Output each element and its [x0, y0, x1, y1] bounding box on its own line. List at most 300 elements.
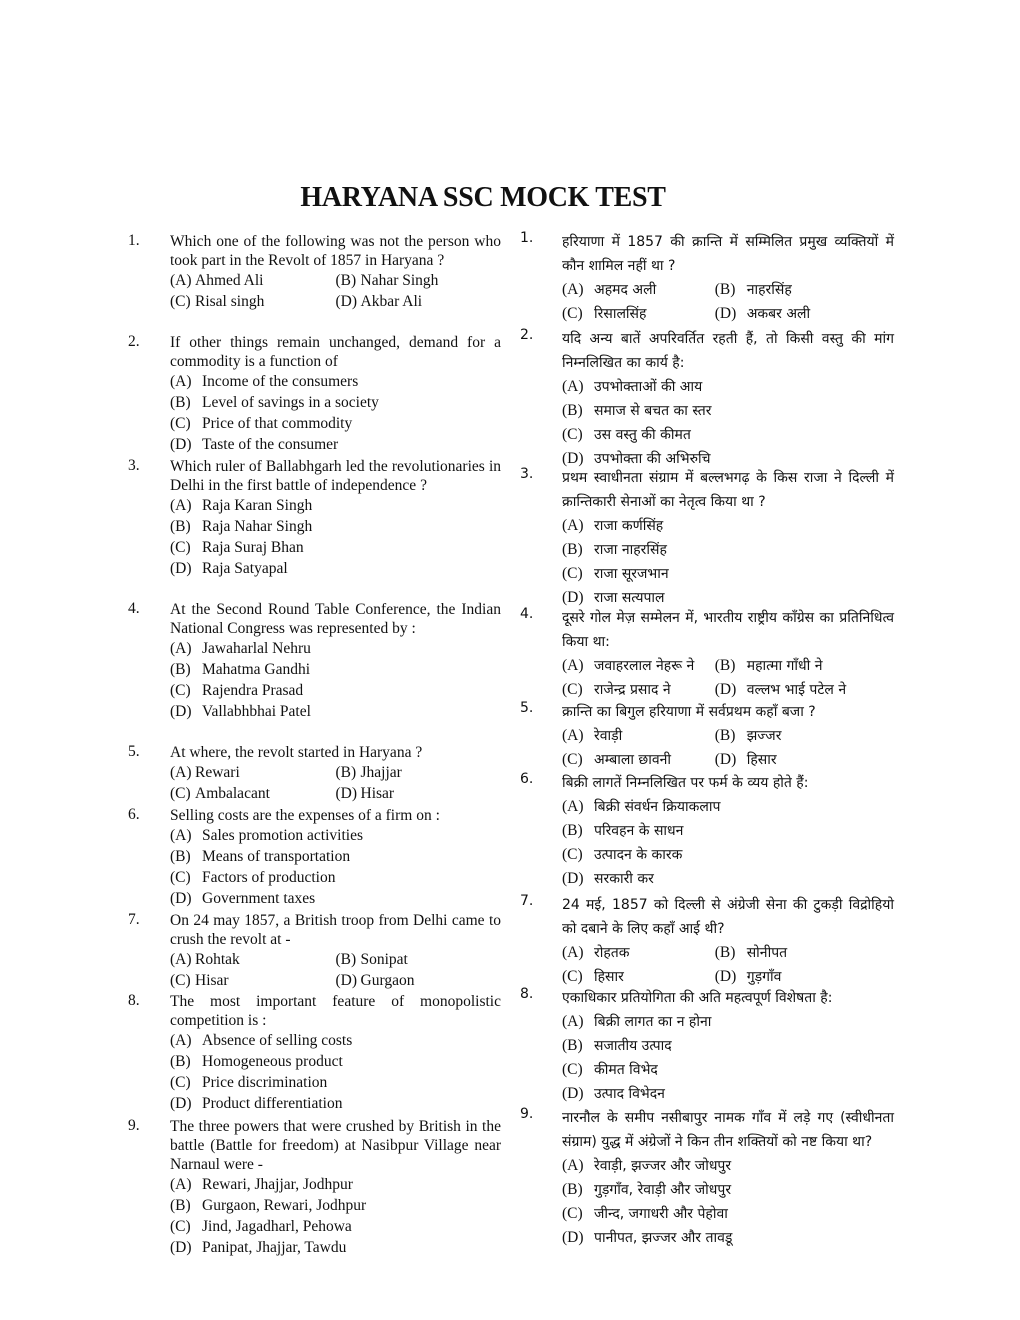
option-label: (B)	[170, 1197, 191, 1214]
question-body	[562, 893, 894, 989]
answer-option	[170, 970, 336, 991]
answer-option	[170, 1237, 501, 1258]
question-number: 1.	[128, 232, 140, 249]
option-label: (A)	[170, 497, 192, 514]
option-label: (C)	[562, 751, 583, 768]
question-body	[562, 1106, 894, 1250]
option-text: Risal singh	[195, 293, 265, 310]
answer-option	[562, 748, 715, 772]
question-item	[128, 457, 501, 579]
option-text: उस वस्तु की कीमत	[594, 427, 691, 443]
option-text: Level of savings in a society	[202, 394, 379, 411]
question-body	[170, 333, 501, 455]
option-label: (A)	[562, 727, 584, 744]
option-text: Jhajjar	[360, 764, 402, 781]
option-label: (C)	[170, 1074, 191, 1091]
question-text: At the Second Round Table Conference, the Indian National Congress was represented by :	[170, 601, 501, 637]
option-label: (C)	[170, 972, 191, 989]
answer-option	[170, 558, 501, 579]
option-text: गुड़गाँव, रेवाड़ी और जोधपुर	[594, 1182, 732, 1198]
question-text: नारनौल के समीप नसीबापुर नामक गाँव में लड़े गए (स्वीधीनता संग्राम) युद्ध में अंग्रेजों ने किन तीन शक्तियों को नष्ट किया था?	[562, 1110, 894, 1150]
option-text: झज्जर	[746, 728, 782, 744]
option-label: (D)	[562, 1085, 584, 1102]
option-label: (B)	[170, 1053, 191, 1070]
question-text: दूसरे गोल मेज़ सम्मेलन में, भारतीय राष्ट्रीय काँग्रेस का प्रतिनिधित्व किया था:	[562, 610, 894, 650]
question-number: 1.	[520, 230, 534, 246]
option-text: Gurgaon, Rewari, Jodhpur	[202, 1197, 367, 1214]
question-text: Selling costs are the expenses of a firm on :	[170, 807, 440, 824]
option-text: समाज से बचत का स्तर	[594, 403, 712, 419]
option-list	[562, 795, 894, 891]
question-number: 8.	[520, 986, 534, 1002]
question-item	[520, 893, 894, 989]
option-label: (D)	[714, 305, 737, 322]
option-text: Sales promotion activities	[202, 827, 364, 844]
option-label: (D)	[335, 972, 358, 989]
answer-option	[562, 843, 894, 867]
option-text: सोनीपत	[746, 945, 788, 961]
option-text: रिसालसिंह	[594, 306, 647, 322]
answer-option	[562, 724, 715, 748]
answer-option	[715, 278, 894, 302]
option-label: (B)	[714, 281, 736, 298]
option-list	[170, 638, 501, 722]
option-text: बिक्री लागत का न होना	[594, 1014, 712, 1030]
option-text: उत्पादन के कारक	[594, 847, 683, 863]
option-label: (B)	[170, 394, 191, 411]
question-item	[128, 911, 501, 991]
option-text: उपभोक्ताओं की आय	[594, 379, 703, 395]
answer-option	[562, 538, 894, 562]
question-text: हरियाणा में 1857 की क्रान्ति में सम्मिलित प्रमुख व्यक्तियों में कौन शामिल नहीं था ?	[562, 234, 894, 274]
question-body	[170, 743, 501, 804]
question-item	[520, 606, 894, 702]
option-label: (A)	[562, 798, 584, 815]
option-label: (B)	[335, 951, 357, 968]
answer-option	[170, 270, 336, 291]
question-text: The three powers that were crushed by British in the battle (Battle for freedom) at Nasibpur Village near Narnaul were -	[170, 1118, 501, 1173]
question-item	[128, 333, 501, 455]
option-text: जवाहरलाल नेहरू ने	[594, 658, 695, 674]
option-label: (C)	[170, 415, 191, 432]
option-list	[170, 762, 501, 804]
question-text: If other things remain unchanged, demand for a commodity is a function of	[170, 334, 501, 370]
option-text: Government taxes	[202, 890, 316, 907]
answer-option	[562, 1082, 894, 1106]
option-text: राजा नाहरसिंह	[594, 542, 667, 558]
option-text: Price discrimination	[202, 1074, 328, 1091]
option-text: Ambalacant	[195, 785, 270, 802]
answer-option	[562, 941, 715, 965]
question-number: 9.	[128, 1117, 140, 1134]
option-label: (C)	[562, 681, 583, 698]
option-label: (B)	[714, 657, 736, 674]
option-text: Taste of the consumer	[202, 436, 339, 453]
question-number: 7.	[520, 893, 534, 909]
answer-option	[562, 375, 894, 399]
question-body	[562, 230, 894, 326]
answer-option	[336, 949, 502, 970]
option-text: हिसार	[594, 969, 624, 985]
question-text: On 24 may 1857, a British troop from Delhi came to crush the revolt at -	[170, 912, 501, 948]
option-list	[562, 514, 894, 610]
option-label: (B)	[714, 944, 736, 961]
option-text: Jawaharlal Nehru	[202, 640, 311, 657]
question-number: 4.	[520, 606, 534, 622]
question-body	[562, 986, 894, 1106]
answer-option	[170, 825, 501, 846]
option-text: अकबर अली	[746, 306, 811, 322]
option-text: Means of transportation	[202, 848, 351, 865]
question-item	[520, 986, 894, 1106]
option-list	[562, 278, 894, 326]
option-text: Homogeneous product	[202, 1053, 343, 1070]
option-label: (B)	[335, 272, 357, 289]
option-list	[170, 1030, 501, 1114]
option-label: (A)	[562, 378, 584, 395]
answer-option	[170, 846, 501, 867]
option-label: (D)	[335, 785, 358, 802]
option-label: (A)	[562, 1157, 584, 1174]
option-text: Factors of production	[202, 869, 336, 886]
option-text: Hisar	[195, 972, 229, 989]
question-text: At where, the revolt started in Haryana ?	[170, 744, 423, 761]
answer-option	[562, 1058, 894, 1082]
option-text: Rajendra Prasad	[202, 682, 304, 699]
answer-option	[170, 392, 501, 413]
option-label: (D)	[170, 1239, 192, 1256]
question-item	[520, 1106, 894, 1250]
option-text: अहमद अली	[594, 282, 657, 298]
option-label: (C)	[562, 305, 583, 322]
option-text: हिसार	[746, 752, 777, 768]
question-text: Which one of the following was not the person who took part in the Revolt of 1857 in Haryana ?	[170, 233, 501, 269]
question-item	[520, 771, 894, 891]
answer-option	[562, 867, 894, 891]
option-text: पानीपत, झज्जर और तावडू	[594, 1230, 733, 1246]
option-text: Rewari, Jhajjar, Jodhpur	[202, 1176, 353, 1193]
question-body	[562, 327, 894, 471]
answer-option	[170, 1195, 501, 1216]
question-item	[128, 600, 501, 722]
answer-option	[170, 413, 501, 434]
option-label: (A)	[562, 1013, 584, 1030]
question-number: 4.	[128, 600, 140, 617]
question-item	[520, 230, 894, 326]
answer-option	[562, 302, 715, 326]
option-label: (B)	[714, 727, 736, 744]
answer-option	[170, 659, 501, 680]
answer-option	[562, 819, 894, 843]
option-label: (B)	[562, 1037, 583, 1054]
option-text: परिवहन के साधन	[594, 823, 684, 839]
answer-option	[170, 1174, 501, 1195]
option-label: (A)	[170, 272, 192, 289]
answer-option	[562, 562, 894, 586]
option-label: (C)	[562, 1061, 583, 1078]
option-text: सजातीय उत्पाद	[594, 1038, 672, 1054]
option-text: Raja Suraj Bhan	[202, 539, 304, 556]
option-text: रेवाड़ी	[594, 728, 623, 744]
question-body	[170, 600, 501, 722]
option-label: (D)	[170, 890, 192, 907]
answer-option	[715, 724, 894, 748]
answer-option	[562, 1034, 894, 1058]
option-label: (A)	[170, 640, 192, 657]
question-text: यदि अन्य बातें अपरिवर्तित रहती हैं, तो किसी वस्तु की मांग निम्नलिखित का कार्य है:	[562, 331, 894, 371]
question-number: 3.	[520, 466, 534, 482]
option-text: Product differentiation	[202, 1095, 343, 1112]
option-label: (A)	[170, 1176, 192, 1193]
answer-option	[170, 701, 501, 722]
option-label: (C)	[170, 1218, 191, 1235]
option-text: राजा सत्यपाल	[594, 590, 665, 606]
option-text: वल्लभ भाई पटेल ने	[746, 682, 847, 698]
option-text: राजा कर्णसिंह	[594, 518, 664, 534]
question-body	[170, 1117, 501, 1258]
answer-option	[715, 302, 894, 326]
option-text: जीन्द, जगाधरी और पेहोवा	[594, 1206, 728, 1222]
answer-option	[715, 678, 894, 702]
option-label: (D)	[170, 1095, 192, 1112]
answer-option	[170, 516, 501, 537]
answer-option	[715, 748, 894, 772]
answer-option	[170, 495, 501, 516]
option-text: Rewari	[195, 764, 240, 781]
option-text: Hisar	[360, 785, 395, 802]
option-text: Raja Nahar Singh	[202, 518, 313, 535]
option-text: रोहतक	[594, 945, 630, 961]
option-label: (D)	[562, 450, 584, 467]
question-item	[128, 992, 501, 1114]
question-item	[128, 806, 501, 909]
option-list	[170, 495, 501, 579]
answer-option	[170, 949, 336, 970]
option-label: (C)	[170, 869, 191, 886]
option-text: Sonipat	[360, 951, 408, 968]
question-item	[128, 743, 501, 804]
option-text: Rohtak	[195, 951, 240, 968]
answer-option	[715, 941, 894, 965]
question-body	[562, 700, 894, 772]
option-label: (C)	[562, 1205, 583, 1222]
option-label: (C)	[170, 539, 191, 556]
option-list	[170, 1174, 501, 1258]
option-label: (B)	[170, 518, 191, 535]
question-number: 6.	[520, 771, 534, 787]
question-number: 7.	[128, 911, 140, 928]
answer-option	[336, 270, 502, 291]
answer-option	[170, 1216, 501, 1237]
question-body	[562, 606, 894, 702]
question-text: 24 मई, 1857 को दिल्ली से अंग्रेजी सेना की टुकड़ी विद्रोहियो को दबाने के लिए कहाँ आई थी?	[562, 897, 894, 937]
answer-option	[170, 762, 336, 783]
option-text: Akbar Ali	[360, 293, 423, 310]
answer-option	[170, 291, 336, 312]
question-body	[562, 771, 894, 891]
option-label: (B)	[562, 541, 583, 558]
option-label: (A)	[170, 764, 192, 781]
option-label: (C)	[170, 682, 191, 699]
option-text: Jind, Jagadharl, Pehowa	[202, 1218, 352, 1235]
question-number: 9.	[520, 1106, 534, 1122]
option-label: (A)	[562, 944, 584, 961]
question-text: The most important feature of monopolistic competition is :	[170, 993, 501, 1029]
option-text: Price of that commodity	[202, 415, 353, 432]
answer-option	[562, 795, 894, 819]
answer-option	[170, 680, 501, 701]
answer-option	[562, 423, 894, 447]
answer-option	[562, 399, 894, 423]
option-text: Raja Satyapal	[202, 560, 288, 577]
option-list	[170, 270, 501, 312]
option-label: (C)	[562, 426, 583, 443]
option-text: Nahar Singh	[360, 272, 439, 289]
option-label: (D)	[714, 681, 737, 698]
option-label: (D)	[170, 703, 192, 720]
answer-option	[562, 1202, 894, 1226]
question-body	[562, 466, 894, 610]
option-label: (B)	[335, 764, 357, 781]
option-label: (D)	[562, 1229, 584, 1246]
answer-option	[170, 1030, 501, 1051]
answer-option	[170, 1093, 501, 1114]
answer-option	[170, 1051, 501, 1072]
question-text: Which ruler of Ballabhgarh led the revolutionaries in Delhi in the first battle of independence ?	[170, 458, 501, 494]
option-label: (A)	[562, 657, 584, 674]
option-label: (C)	[562, 968, 583, 985]
option-text: कीमत विभेद	[594, 1062, 658, 1078]
question-number: 8.	[128, 992, 140, 1009]
option-text: Panipat, Jhajjar, Tawdu	[202, 1239, 347, 1256]
option-label: (B)	[170, 848, 191, 865]
option-label: (A)	[562, 281, 584, 298]
option-label: (A)	[562, 517, 584, 534]
answer-option	[562, 1178, 894, 1202]
option-text: Income of the consumers	[202, 373, 359, 390]
question-text: एकाधिकार प्रतियोगिता की अति महत्वपूर्ण विशेषता है:	[562, 990, 833, 1006]
answer-option	[562, 1154, 894, 1178]
option-label: (D)	[714, 968, 737, 985]
question-number: 2.	[128, 333, 140, 350]
option-list	[170, 825, 501, 909]
answer-option	[170, 537, 501, 558]
option-text: बिक्री संवर्धन क्रियाकलाप	[594, 799, 721, 815]
option-text: Raja Karan Singh	[202, 497, 313, 514]
question-number: 3.	[128, 457, 140, 474]
option-label: (A)	[170, 1032, 192, 1049]
question-item	[520, 700, 894, 772]
option-text: गुड़गाँव	[746, 969, 782, 985]
option-text: सरकारी कर	[594, 871, 654, 887]
question-item	[520, 327, 894, 471]
option-list	[170, 371, 501, 455]
option-text: Mahatma Gandhi	[202, 661, 311, 678]
answer-option	[562, 278, 715, 302]
answer-option	[170, 888, 501, 909]
option-label: (D)	[562, 589, 584, 606]
option-label: (C)	[562, 846, 583, 863]
question-body	[170, 232, 501, 312]
question-body	[170, 457, 501, 579]
option-text: अम्बाला छावनी	[594, 752, 672, 768]
answer-option	[715, 654, 894, 678]
option-label: (A)	[170, 951, 192, 968]
option-text: Absence of selling costs	[202, 1032, 353, 1049]
question-number: 6.	[128, 806, 140, 823]
option-label: (C)	[170, 785, 191, 802]
option-text: राजा सूरजभान	[594, 566, 669, 582]
option-text: उत्पाद विभेदन	[594, 1086, 665, 1102]
option-label: (D)	[170, 560, 192, 577]
option-list	[562, 654, 894, 702]
question-body	[170, 992, 501, 1114]
option-label: (D)	[170, 436, 192, 453]
option-list	[562, 1010, 894, 1106]
option-text: महात्मा गाँधी ने	[746, 658, 823, 674]
question-item	[128, 232, 501, 312]
option-label: (C)	[170, 293, 191, 310]
option-list	[562, 375, 894, 471]
option-label: (A)	[170, 373, 192, 390]
answer-option	[170, 434, 501, 455]
answer-option	[562, 678, 715, 702]
answer-option	[170, 867, 501, 888]
option-list	[170, 949, 501, 991]
option-label: (C)	[562, 565, 583, 582]
answer-option	[170, 1072, 501, 1093]
question-item	[128, 1117, 501, 1258]
question-body	[170, 911, 501, 991]
option-text: राजेन्द्र प्रसाद ने	[594, 682, 671, 698]
answer-option	[170, 371, 501, 392]
answer-option	[336, 291, 502, 312]
option-text: रेवाड़ी, झज्जर और जोधपुर	[594, 1158, 732, 1174]
answer-option	[336, 783, 502, 804]
question-number: 5.	[520, 700, 534, 716]
option-label: (B)	[170, 661, 191, 678]
option-text: Ahmed Ali	[195, 272, 264, 289]
option-text: Gurgaon	[360, 972, 415, 989]
option-label: (B)	[562, 1181, 583, 1198]
option-text: उपभोक्ता की अभिरुचि	[594, 451, 711, 467]
answer-option	[562, 514, 894, 538]
answer-option	[562, 1010, 894, 1034]
answer-option	[170, 638, 501, 659]
question-text: बिक्री लागतें निम्नलिखित पर फर्म के व्यय होते हैं:	[562, 775, 809, 791]
answer-option	[336, 762, 502, 783]
option-label: (B)	[562, 402, 583, 419]
question-body	[170, 806, 501, 909]
option-list	[562, 1154, 894, 1250]
question-item	[520, 466, 894, 610]
answer-option	[170, 783, 336, 804]
question-text: क्रान्ति का बिगुल हरियाणा में सर्वप्रथम कहाँ बजा ?	[562, 704, 816, 720]
option-list	[562, 941, 894, 989]
page-title: HARYANA SSC MOCK TEST	[300, 182, 666, 213]
question-number: 5.	[128, 743, 140, 760]
option-label: (A)	[170, 827, 192, 844]
option-label: (D)	[562, 870, 584, 887]
option-label: (D)	[335, 293, 358, 310]
option-label: (B)	[562, 822, 583, 839]
option-text: नाहरसिंह	[746, 282, 792, 298]
question-text: प्रथम स्वाधीनता संग्राम में बल्लभगढ़ के किस राजा ने दिल्ली में क्रान्तिकारी सेनाओं का नेतृत्व किया था ?	[562, 470, 894, 510]
question-number: 2.	[520, 327, 534, 343]
option-label: (D)	[714, 751, 737, 768]
option-list	[562, 724, 894, 772]
answer-option	[336, 970, 502, 991]
